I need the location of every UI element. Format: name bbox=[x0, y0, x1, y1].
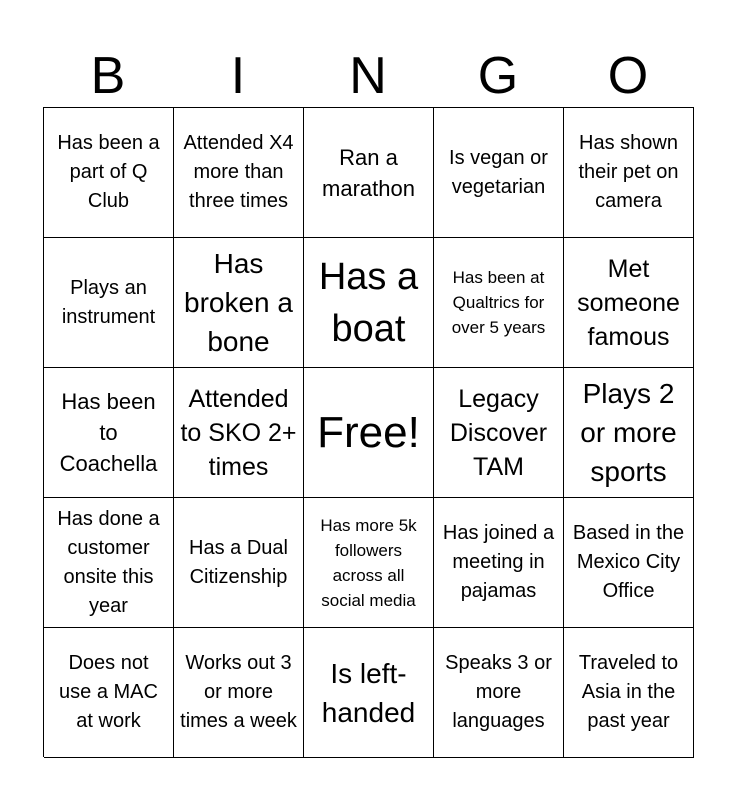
cell-text: Based in the Mexico City Office bbox=[572, 522, 685, 602]
bingo-cell[interactable] bbox=[174, 108, 304, 238]
bingo-cell[interactable] bbox=[304, 108, 434, 238]
cell-text: Attended to SKO 2+ times bbox=[180, 384, 297, 481]
cell-text: Has been to Coachella bbox=[59, 389, 158, 476]
cell-text: Has more 5k followers across all social media bbox=[320, 515, 417, 610]
bingo-cell[interactable] bbox=[564, 368, 694, 498]
cell-text: Has been a part of Q Club bbox=[57, 132, 160, 212]
free-space-cell[interactable] bbox=[304, 368, 434, 498]
bingo-cell[interactable] bbox=[174, 628, 304, 758]
header-letter-o: O bbox=[607, 47, 649, 105]
cell-text: Has a Dual Citizenship bbox=[189, 536, 288, 588]
bingo-cell[interactable] bbox=[174, 238, 304, 368]
bingo-cell[interactable] bbox=[44, 368, 174, 498]
bingo-cell[interactable] bbox=[44, 628, 174, 758]
bingo-cell[interactable] bbox=[44, 238, 174, 368]
bingo-header bbox=[43, 44, 693, 108]
bingo-cell[interactable] bbox=[434, 238, 564, 368]
cell-text: Traveled to Asia in the past year bbox=[578, 652, 679, 732]
bingo-cell[interactable] bbox=[434, 628, 564, 758]
cell-text: Works out 3 or more times a week bbox=[180, 652, 297, 732]
bingo-cell[interactable] bbox=[174, 368, 304, 498]
bingo-cell[interactable] bbox=[174, 498, 304, 628]
bingo-cell[interactable] bbox=[434, 498, 564, 628]
bingo-board bbox=[43, 107, 694, 757]
cell-text: Has done a customer onsite this year bbox=[57, 507, 160, 617]
bingo-cell[interactable] bbox=[44, 498, 174, 628]
cell-text: Met someone famous bbox=[577, 254, 680, 351]
bingo-cell[interactable] bbox=[304, 628, 434, 758]
cell-text: Has a boat bbox=[318, 255, 419, 350]
header-letter-g: G bbox=[477, 47, 519, 105]
bingo-cell[interactable] bbox=[434, 108, 564, 238]
bingo-cell[interactable] bbox=[304, 238, 434, 368]
cell-text: Ran a marathon bbox=[322, 144, 415, 201]
cell-text: Has shown their pet on camera bbox=[578, 132, 679, 212]
cell-text: Speaks 3 or more languages bbox=[445, 652, 552, 732]
cell-text: Has broken a bone bbox=[184, 248, 293, 357]
bingo-cell[interactable] bbox=[44, 108, 174, 238]
cell-text: Is vegan or vegetarian bbox=[449, 146, 548, 198]
bingo-cell[interactable] bbox=[564, 498, 694, 628]
cell-text: Does not use a MAC at work bbox=[59, 652, 158, 732]
bingo-cell[interactable] bbox=[434, 368, 564, 498]
bingo-cell[interactable] bbox=[564, 108, 694, 238]
cell-text: Is left-handed bbox=[321, 657, 416, 728]
cell-text: Has been at Qualtrics for over 5 years bbox=[451, 268, 546, 337]
header-letter-b: B bbox=[90, 47, 126, 105]
cell-text: Plays 2 or more sports bbox=[580, 378, 677, 487]
cell-text: Legacy Discover TAM bbox=[449, 384, 548, 481]
bingo-cell[interactable] bbox=[304, 498, 434, 628]
cell-text: Plays an instrument bbox=[61, 276, 156, 328]
bingo-cell[interactable] bbox=[564, 628, 694, 758]
header-letter-n: N bbox=[349, 47, 387, 105]
cell-text: Attended X4 more than three times bbox=[183, 132, 294, 212]
bingo-cell[interactable] bbox=[564, 238, 694, 368]
header-letter-i: I bbox=[230, 47, 246, 105]
cell-text: Has joined a meeting in pajamas bbox=[442, 522, 555, 602]
cell-text: Free! bbox=[317, 407, 420, 457]
